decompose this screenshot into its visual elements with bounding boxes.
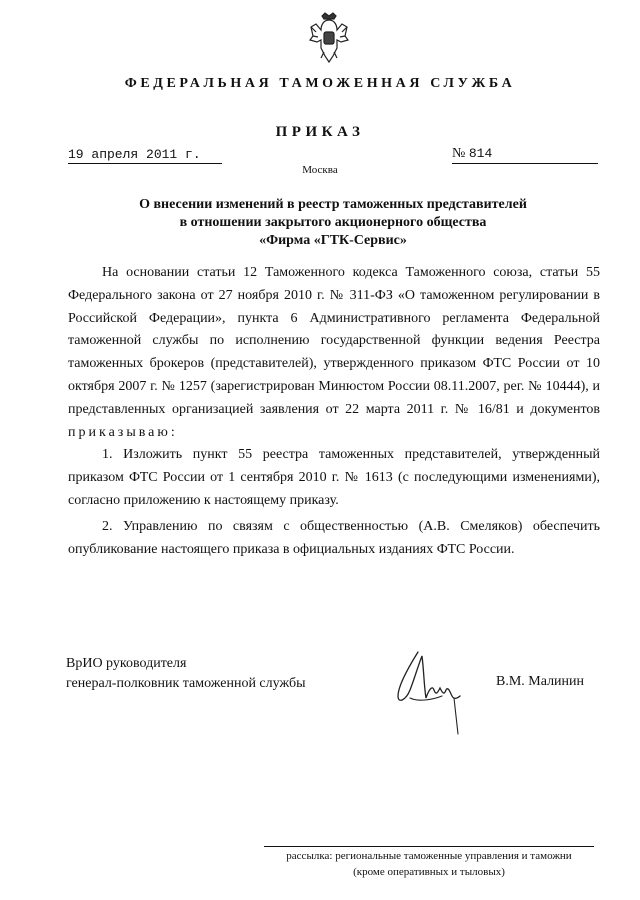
preamble-text: На основании статьи 12 Таможенного кодекса Таможенного союза, статьи 55 Федерального закона от 27 ноября 2010 г. № 311-ФЗ «О таможенном регулировании в Российской Федерации», пункта 6 Административного регламента Федеральной таможенной службы по исполнению государственной функции ведения Реестра таможенных брокеров (представителей), утвержденного приказом ФТС России от 10 октября 2007 г. № 1257 (зарегистрирован Минюстом России 08.11.2007, рег. № 10444), и представленных организацией заявления от 22 марта 2011 г. № 16/81 и документов [68,265,600,417]
subject-line: «Фирма «ГТК-Сервис» [259,233,407,248]
order-item-1: 1. Изложить пункт 55 реестра таможенных представителей, утвержденный приказом ФТС России от 1 сентября 2010 г. № 1613 (с последующими изменениями), согласно приложению к настоящему приказу. [68,447,600,508]
distribution-divider [264,846,594,847]
order-word: приказываю: [68,424,178,440]
distribution-line: (кроме оперативных и тыловых) [353,866,505,878]
order-body [68,262,600,561]
order-subject [60,196,606,250]
agency-name: ФЕДЕРАЛЬНАЯ ТАМОЖЕННАЯ СЛУЖБА [124,76,516,91]
signer-title-line: ВрИО руководителя [66,656,187,671]
subject-line: в отношении закрытого акционерного общества [179,215,487,230]
distribution-list [264,848,594,880]
russian-coat-of-arms-icon [308,12,350,64]
order-number [452,146,598,164]
document-type: ПРИКАЗ [275,124,365,140]
signer-title-line: генерал-полковник таможенной службы [66,676,306,691]
number-value: 814 [468,146,493,161]
order-date: 19 апреля 2011 г. [68,147,222,164]
preamble-paragraph [68,262,600,444]
number-label: № [452,146,466,161]
subject-line: О внесении изменений в реестр таможенных представителей [139,197,527,212]
signer-name: В.М. Малинин [496,674,585,689]
distribution-line: рассылка: региональные таможенные управления и таможни [286,850,572,862]
signer-title [66,654,305,694]
handwritten-signature [388,646,470,740]
city: Москва [302,164,338,176]
order-item-2: 2. Управлению по связям с общественностью (А.В. Смеляков) обеспечить опубликование настоящего приказа в официальных изданиях ФТС России. [68,518,600,557]
